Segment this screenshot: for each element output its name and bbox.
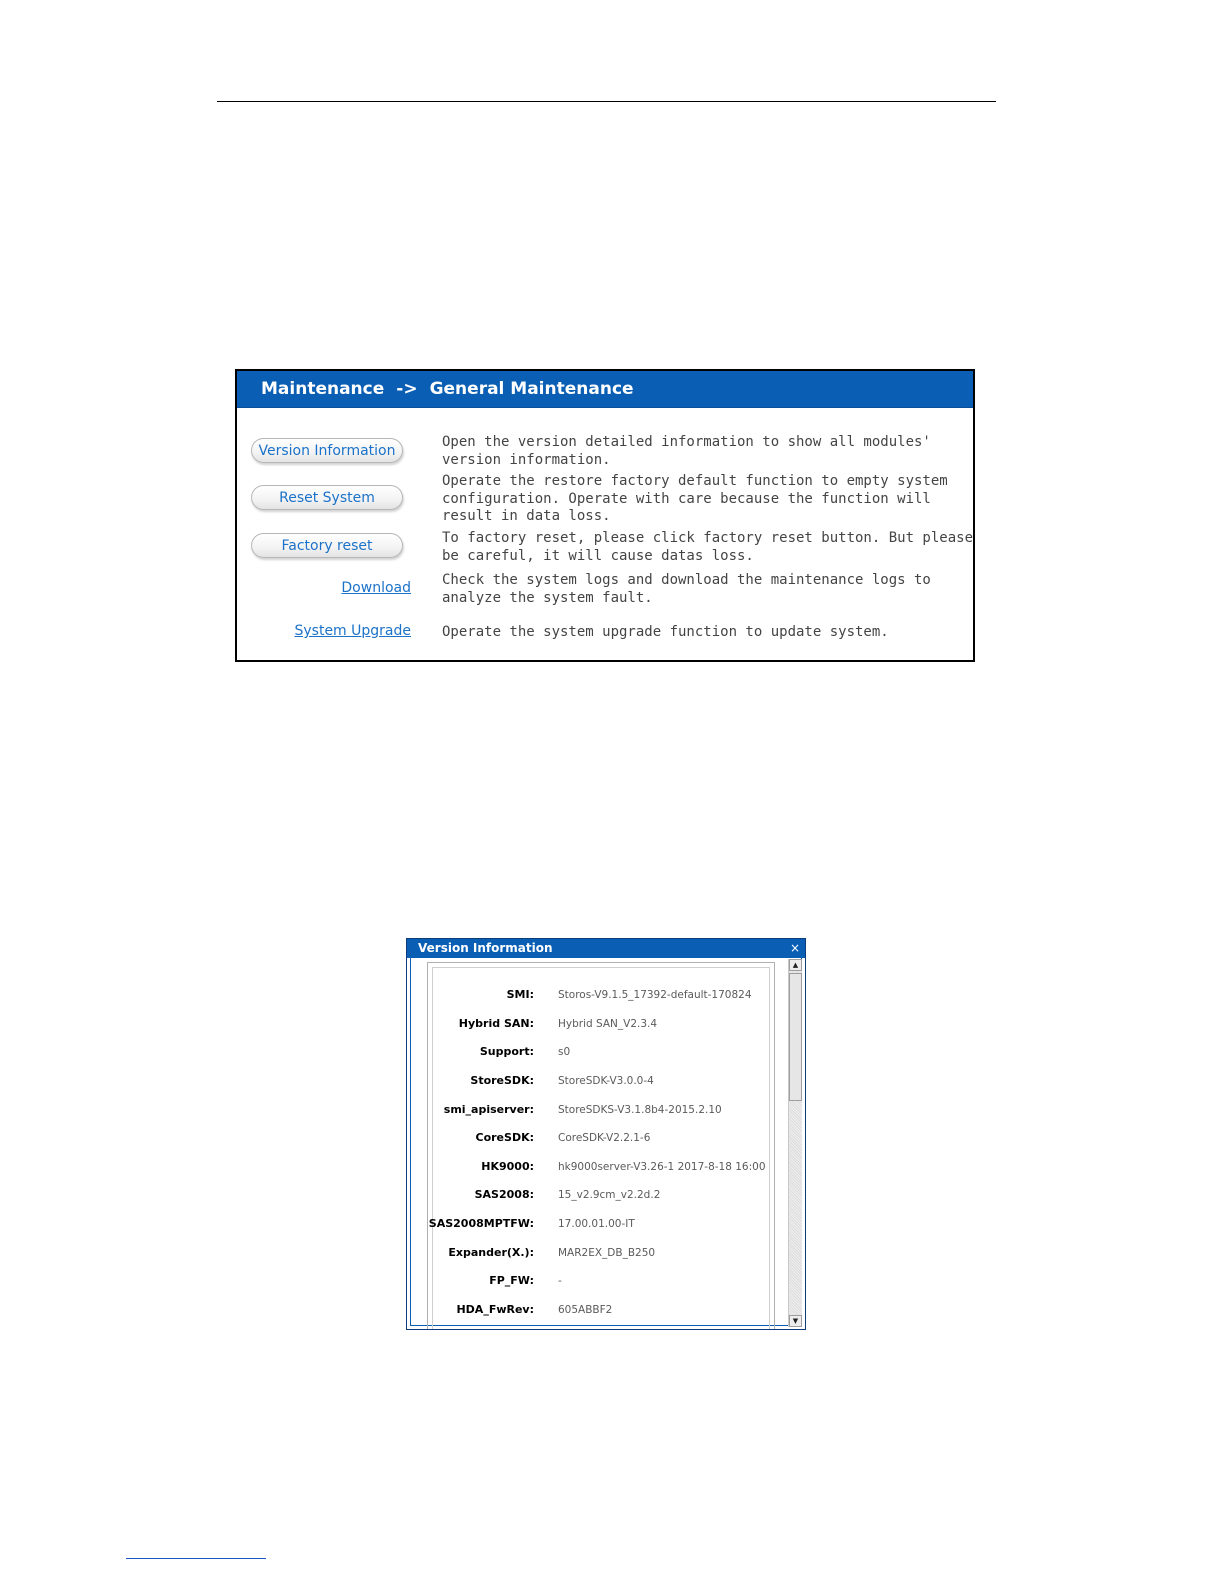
factory-reset-description: To factory reset, please click factory reset button. But please be careful, it will cause datas loss. (442, 530, 974, 564)
download-description: Check the system logs and download the maintenance logs to analyze the system fault. (442, 572, 931, 606)
version-value: CoreSDK-V2.2.1-6 (558, 1132, 651, 1144)
scrollbar-thumb[interactable] (789, 973, 802, 1101)
version-list-frame (428, 967, 770, 1330)
scroll-up-icon[interactable]: ▲ (789, 959, 802, 971)
version-label: HK9000: (481, 1160, 534, 1173)
version-row-sas2008mptfw (428, 1214, 769, 1234)
version-row-hybrid-san (433, 1014, 769, 1034)
version-row-fp-fw (433, 1271, 769, 1291)
general-maintenance-panel (235, 369, 975, 662)
download-link[interactable]: Download (341, 580, 411, 596)
version-value: Hybrid SAN_V2.3.4 (558, 1018, 658, 1030)
version-information-button[interactable]: Version Information (251, 438, 403, 463)
page-footer-rule (126, 1558, 266, 1559)
dialog-title-bar (407, 939, 805, 958)
dialog-title: Version Information (418, 941, 553, 955)
version-value: hk9000server-V3.26-1 2017-8-18 16:00 (558, 1161, 766, 1173)
version-row-expander (433, 1243, 769, 1263)
version-value: Storos-V9.1.5_17392-default-170824 (558, 989, 752, 1001)
version-information-description: Open the version detailed information to show all modules' version information. (442, 434, 931, 468)
breadcrumb-general-maintenance: General Maintenance (429, 379, 634, 399)
version-value: MAR2EX_DB_B250 (558, 1247, 656, 1259)
version-label: SAS2008: (474, 1188, 534, 1201)
version-row-coresdk (433, 1128, 769, 1148)
breadcrumb-arrow: -> (396, 379, 418, 399)
version-row-smi-apiserver (433, 1100, 769, 1120)
version-label: Support: (479, 1045, 534, 1058)
version-value: 605ABBF2 (558, 1304, 613, 1316)
version-value: StoreSDK-V3.0.0-4 (558, 1075, 654, 1087)
version-label: smi_apiserver: (443, 1103, 534, 1116)
version-label: FP_FW: (489, 1274, 534, 1287)
page-header-rule (217, 101, 996, 102)
scroll-down-icon[interactable]: ▼ (789, 1315, 802, 1327)
reset-system-description: Operate the restore factory default function to empty system configuration. Operate with care because the function will result in data loss. (442, 473, 948, 524)
dialog-body (410, 958, 802, 1326)
version-label: SAS2008MPTFW: (428, 1217, 534, 1230)
version-row-support (433, 1042, 769, 1062)
version-row-storesdk (433, 1071, 769, 1091)
version-row-hda-fwrev (433, 1300, 769, 1320)
version-row-sas2008 (433, 1185, 769, 1205)
breadcrumb-maintenance: Maintenance (261, 379, 385, 399)
version-label: StoreSDK: (470, 1074, 534, 1087)
version-label: SMI: (506, 988, 534, 1001)
system-upgrade-link[interactable]: System Upgrade (294, 623, 411, 639)
version-row-hk9000 (433, 1157, 769, 1177)
version-value: - (558, 1275, 562, 1287)
version-label: Expander(X.): (448, 1246, 534, 1259)
factory-reset-button[interactable]: Factory reset (251, 533, 403, 558)
close-icon[interactable]: × (789, 941, 801, 955)
reset-system-button[interactable]: Reset System (251, 485, 403, 510)
version-information-dialog (406, 938, 806, 1330)
version-label: CoreSDK: (475, 1131, 534, 1144)
version-list (427, 962, 775, 1330)
version-value: 15_v2.9cm_v2.2d.2 (558, 1189, 661, 1201)
version-value: 17.00.01.00-IT (558, 1218, 635, 1230)
vertical-scrollbar[interactable] (788, 959, 802, 1327)
version-row-smi (433, 985, 769, 1005)
version-label: HDA_FwRev: (456, 1303, 534, 1316)
system-upgrade-description: Operate the system upgrade function to update system. (442, 624, 889, 640)
version-value: s0 (558, 1046, 571, 1058)
version-label: Hybrid SAN: (458, 1017, 534, 1030)
panel-header (237, 371, 973, 408)
version-value: StoreSDKS-V3.1.8b4-2015.2.10 (558, 1104, 722, 1116)
